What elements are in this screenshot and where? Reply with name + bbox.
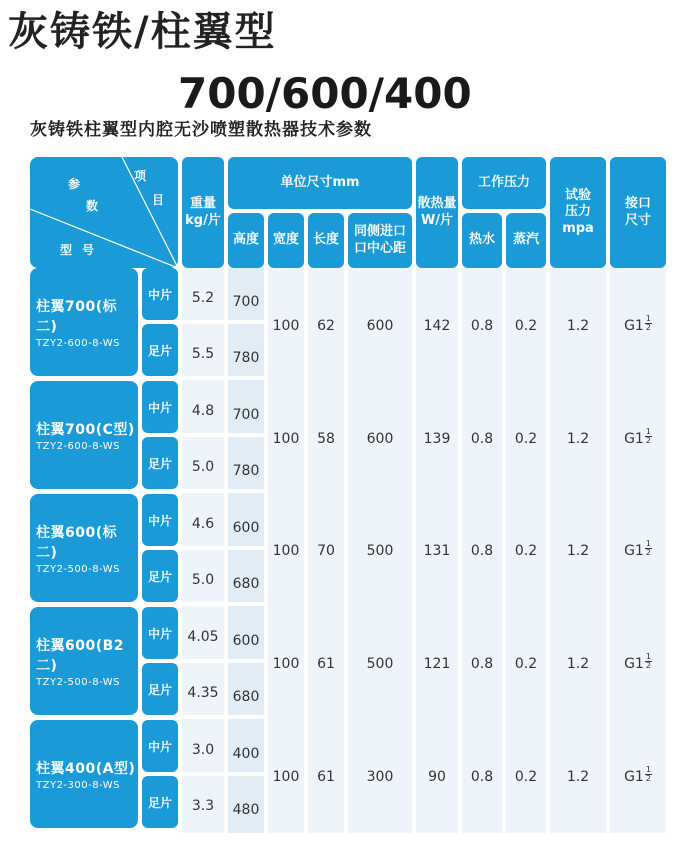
fraction-numerator: 1 (645, 538, 651, 548)
test-pressure-value: 1.2 (566, 431, 590, 447)
header-center-distance (348, 213, 412, 268)
model-code: TZY2-500-8-WS (36, 676, 121, 688)
width-value: 100 (272, 431, 300, 447)
test-pressure-value: 1.2 (566, 318, 590, 334)
middle-weight: 3.0 (191, 742, 215, 758)
steam-pressure-value: 0.2 (514, 318, 538, 334)
fraction-numerator: 1 (645, 651, 651, 661)
row-separator (178, 546, 264, 550)
row-separator (178, 433, 264, 437)
fraction-denominator: 2 (645, 547, 651, 557)
header-heat-line2: W/片 (420, 212, 454, 228)
model-label (30, 720, 138, 828)
hot-water-pressure-value: 0.8 (470, 543, 494, 559)
hot-water-pressure-value: 0.8 (470, 656, 494, 672)
port-size-fraction (645, 315, 652, 332)
middle-height: 400 (232, 746, 260, 762)
test-pressure-value: 1.2 (566, 543, 590, 559)
model-code: TZY2-500-8-WS (36, 563, 121, 575)
corner-label-params: 参 (68, 177, 81, 191)
middle-piece-label: 中片 (142, 720, 178, 772)
model-name: 柱翼700(C型) (36, 421, 135, 438)
hot-water-pressure-value: 0.8 (470, 431, 494, 447)
row-separator (178, 602, 264, 606)
steam-pressure-value: 0.2 (514, 656, 538, 672)
header-heat (416, 157, 458, 268)
header-dims-group: 单位尺寸mm (228, 157, 412, 209)
steam-pressure-value: 0.2 (514, 769, 538, 785)
middle-height: 700 (232, 294, 260, 310)
fraction-denominator: 2 (645, 435, 651, 445)
width-value: 100 (272, 543, 300, 559)
center-distance-value: 600 (366, 318, 394, 334)
row-separator (178, 489, 264, 493)
fraction-numerator: 1 (645, 764, 651, 774)
header-width: 宽度 (268, 213, 304, 268)
foot-piece-label: 足片 (142, 663, 178, 715)
header-length: 长度 (308, 213, 344, 268)
row-separator (178, 659, 264, 663)
model-label (30, 494, 138, 602)
foot-weight: 4.35 (187, 685, 219, 701)
header-heat-line1: 散热量 (417, 196, 457, 212)
corner-label-item: 项 (134, 169, 147, 183)
header-test-line2: 压力 (564, 204, 591, 220)
length-value: 62 (317, 318, 335, 334)
port-size-text: G1 (624, 656, 644, 672)
port-size-fraction (645, 428, 652, 445)
width-value: 100 (272, 769, 300, 785)
hot-water-pressure-value: 0.8 (470, 769, 494, 785)
middle-height: 600 (232, 633, 260, 649)
models-title: 700/600/400 (178, 69, 472, 118)
header-center-line2: 口中心距 (353, 240, 406, 256)
row-separator (178, 715, 264, 719)
heat-output-value: 131 (423, 543, 451, 559)
middle-piece-label: 中片 (142, 607, 178, 659)
fraction-denominator: 2 (645, 322, 651, 332)
test-pressure-value: 1.2 (566, 769, 590, 785)
header-port-line1: 接口 (624, 196, 651, 212)
fraction-denominator: 2 (645, 773, 651, 783)
middle-height: 600 (232, 520, 260, 536)
foot-height: 780 (232, 350, 260, 366)
model-name: 柱翼600(标二) (36, 524, 118, 561)
port-size-text: G1 (624, 431, 644, 447)
port-size-value (610, 300, 666, 352)
center-distance-value: 300 (366, 769, 394, 785)
foot-height: 680 (232, 689, 260, 705)
port-size-text: G1 (624, 543, 644, 559)
middle-piece-label: 中片 (142, 494, 178, 546)
foot-piece-label: 足片 (142, 324, 178, 376)
page-subtitle: 灰铸铁柱翼型内腔无沙喷塑散热器技术参数 (30, 120, 372, 140)
header-test-pressure (550, 157, 606, 268)
row-separator (178, 320, 264, 324)
length-value: 61 (317, 656, 335, 672)
model-code: TZY2-300-8-WS (36, 779, 121, 791)
middle-piece-label: 中片 (142, 268, 178, 320)
model-label (30, 268, 138, 376)
header-port-line2: 尺寸 (624, 212, 651, 228)
middle-piece-label: 中片 (142, 381, 178, 433)
length-value: 70 (317, 543, 335, 559)
foot-height: 480 (232, 802, 260, 818)
header-weight-label: 重量 (189, 196, 216, 212)
port-size-fraction (645, 766, 652, 783)
foot-piece-label: 足片 (142, 776, 178, 828)
port-size-value (610, 638, 666, 690)
row-separator (178, 772, 264, 776)
port-size-fraction (645, 540, 652, 557)
port-size-value (610, 751, 666, 803)
width-value: 100 (272, 656, 300, 672)
corner-label-params-2: 数 (86, 199, 99, 213)
center-distance-value: 500 (366, 543, 394, 559)
corner-label-model: 型 (60, 243, 73, 257)
steam-pressure-value: 0.2 (514, 431, 538, 447)
steam-pressure-value: 0.2 (514, 543, 538, 559)
heat-output-value: 139 (423, 431, 451, 447)
middle-weight: 4.05 (187, 629, 219, 645)
foot-weight: 3.3 (191, 798, 215, 814)
fraction-numerator: 1 (645, 426, 651, 436)
center-distance-value: 500 (366, 656, 394, 672)
model-label (30, 381, 138, 489)
header-port-size (610, 157, 666, 268)
header-test-line3: mpa (562, 220, 594, 236)
test-pressure-value: 1.2 (566, 656, 590, 672)
model-name: 柱翼400(A型) (36, 760, 136, 777)
header-weight-unit: kg/片 (185, 212, 221, 228)
corner-label-model-2: 号 (82, 243, 95, 257)
model-code: TZY2-600-8-WS (36, 337, 121, 349)
corner-label-item-2: 目 (152, 193, 165, 207)
header-steam: 蒸汽 (506, 213, 546, 268)
heat-output-value: 142 (423, 318, 451, 334)
foot-height: 780 (232, 463, 260, 479)
row-separator (178, 376, 264, 380)
model-label (30, 607, 138, 715)
heat-output-value: 90 (428, 769, 446, 785)
middle-weight: 4.6 (191, 516, 215, 532)
foot-weight: 5.0 (191, 459, 215, 475)
foot-weight: 5.5 (191, 346, 215, 362)
port-size-text: G1 (624, 318, 644, 334)
fraction-numerator: 1 (645, 313, 651, 323)
length-value: 61 (317, 769, 335, 785)
header-weight (182, 157, 224, 268)
length-value: 58 (317, 431, 335, 447)
header-height: 高度 (228, 213, 264, 268)
corner-diagonal-lines (30, 157, 178, 268)
hot-water-pressure-value: 0.8 (470, 318, 494, 334)
port-size-value (610, 525, 666, 577)
header-test-line1: 试验 (564, 188, 591, 204)
middle-height: 700 (232, 407, 260, 423)
page-title: 灰铸铁/柱翼型 (8, 9, 277, 55)
foot-height: 680 (232, 576, 260, 592)
foot-piece-label: 足片 (142, 437, 178, 489)
model-code: TZY2-600-8-WS (36, 440, 121, 452)
middle-weight: 5.2 (191, 290, 215, 306)
middle-weight: 4.8 (191, 403, 215, 419)
model-name: 柱翼700(标二) (36, 298, 118, 335)
port-size-value (610, 413, 666, 465)
port-size-text: G1 (624, 769, 644, 785)
width-value: 100 (272, 318, 300, 334)
header-corner-cell (30, 157, 178, 268)
fraction-denominator: 2 (645, 660, 651, 670)
center-distance-value: 600 (366, 431, 394, 447)
header-pressure-group: 工作压力 (462, 157, 546, 209)
header-hot-water: 热水 (462, 213, 502, 268)
header-center-line1: 同侧进口 (353, 224, 406, 240)
model-name: 柱翼600(B2二) (36, 637, 125, 674)
port-size-fraction (645, 653, 652, 670)
foot-weight: 5.0 (191, 572, 215, 588)
heat-output-value: 121 (423, 656, 451, 672)
foot-piece-label: 足片 (142, 550, 178, 602)
